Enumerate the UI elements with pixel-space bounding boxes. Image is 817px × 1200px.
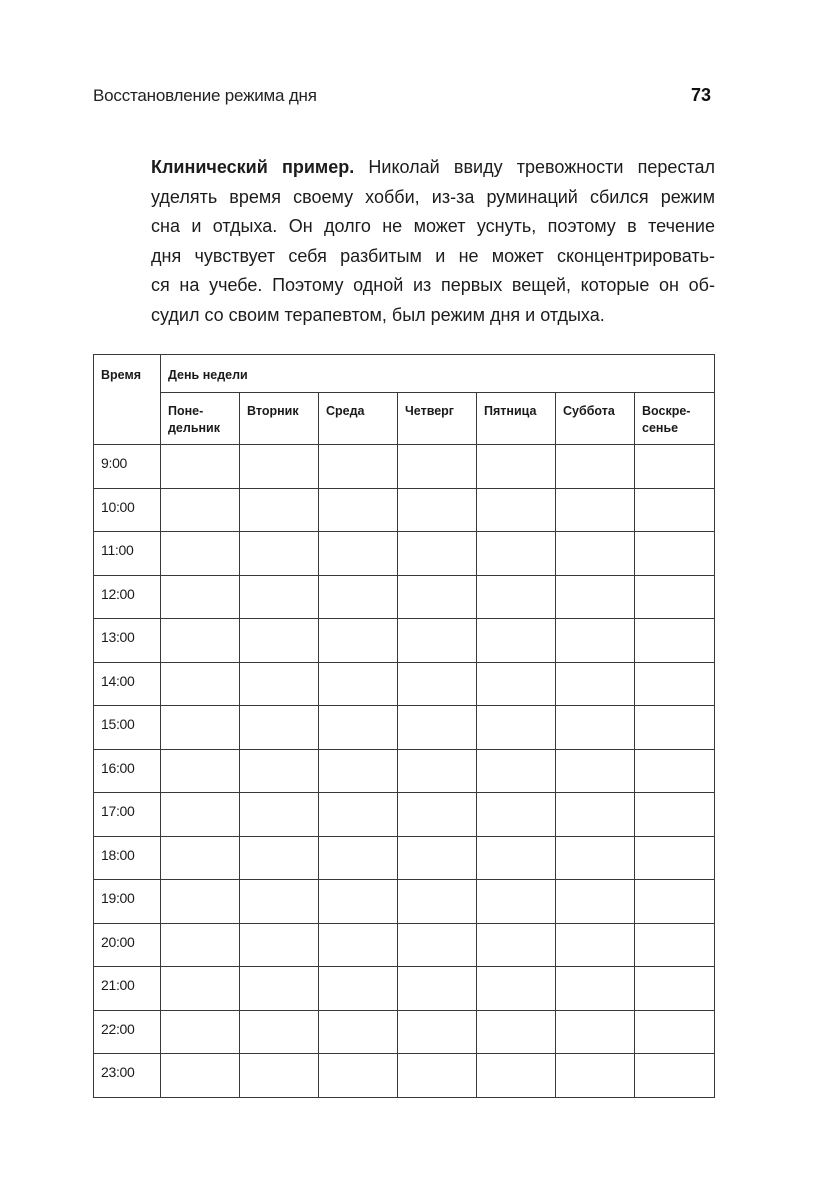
- schedule-cell: [556, 488, 635, 532]
- time-cell: 18:00: [94, 836, 161, 880]
- schedule-cell: [477, 880, 556, 924]
- schedule-cell: [635, 1054, 715, 1098]
- table-row: [94, 488, 715, 532]
- schedule-cell: [556, 880, 635, 924]
- time-cell: 23:00: [94, 1054, 161, 1098]
- schedule-cell: [398, 575, 477, 619]
- schedule-cell: [398, 532, 477, 576]
- schedule-cell: [240, 793, 319, 837]
- schedule-cell: [635, 575, 715, 619]
- schedule-cell: [477, 749, 556, 793]
- schedule-cell: [319, 445, 398, 489]
- schedule-cell: [398, 488, 477, 532]
- schedule-cell: [556, 706, 635, 750]
- schedule-cell: [556, 1054, 635, 1098]
- schedule-cell: [319, 836, 398, 880]
- time-cell: 15:00: [94, 706, 161, 750]
- schedule-cell: [556, 967, 635, 1011]
- time-cell: 10:00: [94, 488, 161, 532]
- day-header-line2: дельник: [168, 421, 221, 435]
- time-cell: 11:00: [94, 532, 161, 576]
- schedule-cell: [556, 532, 635, 576]
- schedule-cell: [240, 923, 319, 967]
- table-row: [94, 445, 715, 489]
- schedule-cell: [240, 619, 319, 663]
- day-header-1: [161, 393, 240, 445]
- schedule-cell: [240, 1054, 319, 1098]
- schedule-cell: [319, 793, 398, 837]
- running-head: [93, 86, 713, 110]
- schedule-cell: [319, 749, 398, 793]
- schedule-cell: [319, 619, 398, 663]
- schedule-cell: [477, 836, 556, 880]
- day-header-line1: Пятница: [484, 404, 537, 418]
- table-row: [94, 1054, 715, 1098]
- schedule-cell: [477, 1010, 556, 1054]
- schedule-cell: [240, 575, 319, 619]
- paragraph-line-2: уделять время своему хобби, из-за руминаций сбился режим: [151, 186, 715, 207]
- time-cell: 20:00: [94, 923, 161, 967]
- time-cell: 9:00: [94, 445, 161, 489]
- table-row: [94, 1010, 715, 1054]
- schedule-cell: [556, 923, 635, 967]
- schedule-cell: [319, 1054, 398, 1098]
- schedule-cell: [240, 488, 319, 532]
- schedule-cell: [635, 923, 715, 967]
- schedule-cell: [635, 1010, 715, 1054]
- schedule-cell: [319, 662, 398, 706]
- schedule-cell: [240, 706, 319, 750]
- schedule-cell: [556, 793, 635, 837]
- schedule-cell: [161, 967, 240, 1011]
- schedule-cell: [398, 836, 477, 880]
- schedule-cell: [240, 662, 319, 706]
- schedule-cell: [635, 532, 715, 576]
- table-row: [94, 749, 715, 793]
- schedule-cell: [398, 923, 477, 967]
- schedule-cell: [319, 488, 398, 532]
- schedule-cell: [635, 749, 715, 793]
- schedule-cell: [398, 1010, 477, 1054]
- day-header-line1: Воскре-: [642, 404, 691, 418]
- time-cell: 13:00: [94, 619, 161, 663]
- schedule-cell: [635, 662, 715, 706]
- day-header-6: [556, 393, 635, 445]
- schedule-cell: [556, 836, 635, 880]
- schedule-cell: [556, 619, 635, 663]
- time-cell: 17:00: [94, 793, 161, 837]
- table-row: [94, 662, 715, 706]
- clinical-example-paragraph: [151, 153, 715, 330]
- schedule-cell: [161, 923, 240, 967]
- schedule-cell: [319, 532, 398, 576]
- paragraph-line-1-text: Николай ввиду тревожности перестал: [354, 157, 715, 177]
- schedule-cell: [635, 445, 715, 489]
- table-row: [94, 619, 715, 663]
- schedule-cell: [240, 1010, 319, 1054]
- paragraph-line-4: дня чувствует себя разбитым и не может сконцентрировать-: [151, 245, 715, 266]
- day-header-2: [240, 393, 319, 445]
- schedule-cell: [161, 445, 240, 489]
- schedule-cell: [477, 662, 556, 706]
- paragraph-line-6: судил со своим терапевтом, был режим дня и отдыха.: [151, 304, 605, 325]
- schedule-cell: [240, 967, 319, 1011]
- schedule-cell: [398, 445, 477, 489]
- schedule-cell: [398, 1054, 477, 1098]
- table-row: [94, 532, 715, 576]
- day-header-line1: Вторник: [247, 404, 299, 418]
- schedule-cell: [240, 836, 319, 880]
- schedule-cell: [161, 1010, 240, 1054]
- schedule-cell: [477, 1054, 556, 1098]
- day-header-5: [477, 393, 556, 445]
- schedule-cell: [161, 575, 240, 619]
- schedule-cell: [319, 923, 398, 967]
- schedule-cell: [398, 880, 477, 924]
- day-header-line1: Поне-: [168, 404, 204, 418]
- table-row: [94, 575, 715, 619]
- day-of-week-header: День недели: [161, 355, 715, 393]
- schedule-cell: [635, 706, 715, 750]
- time-cell: 19:00: [94, 880, 161, 924]
- schedule-cell: [556, 1010, 635, 1054]
- schedule-cell: [240, 749, 319, 793]
- schedule-cell: [398, 967, 477, 1011]
- paragraph-line-5: ся на учебе. Поэтому одной из первых вещей, которые он об-: [151, 275, 715, 295]
- schedule-cell: [161, 749, 240, 793]
- schedule-cell: [477, 967, 556, 1011]
- day-header-line1: Суббота: [563, 404, 615, 418]
- schedule-cell: [398, 662, 477, 706]
- schedule-cell: [161, 619, 240, 663]
- schedule-cell: [161, 706, 240, 750]
- schedule-cell: [477, 793, 556, 837]
- paragraph-line-3: сна и отдыха. Он долго не может уснуть, поэтому в течение: [151, 216, 715, 236]
- schedule-cell: [398, 706, 477, 750]
- time-cell: 14:00: [94, 662, 161, 706]
- schedule-cell: [477, 445, 556, 489]
- schedule-cell: [477, 706, 556, 750]
- clinical-example-lead: Клинический пример.: [151, 157, 355, 177]
- schedule-cell: [240, 880, 319, 924]
- schedule-cell: [477, 532, 556, 576]
- table-row: [94, 836, 715, 880]
- page-number: 73: [690, 85, 711, 105]
- schedule-cell: [161, 793, 240, 837]
- schedule-cell: [477, 575, 556, 619]
- header-row-group: [94, 355, 715, 393]
- day-header-line1: Среда: [326, 404, 365, 418]
- table-row: [94, 880, 715, 924]
- schedule-cell: [635, 836, 715, 880]
- schedule-cell: [477, 619, 556, 663]
- schedule-cell: [161, 488, 240, 532]
- table-row: [94, 793, 715, 837]
- schedule-cell: [635, 967, 715, 1011]
- day-header-line2: сенье: [642, 421, 679, 435]
- time-cell: 22:00: [94, 1010, 161, 1054]
- schedule-cell: [161, 880, 240, 924]
- day-header-7: [635, 393, 715, 445]
- schedule-cell: [477, 488, 556, 532]
- schedule-cell: [635, 619, 715, 663]
- schedule-cell: [398, 619, 477, 663]
- day-header-3: [319, 393, 398, 445]
- schedule-cell: [161, 1054, 240, 1098]
- schedule-cell: [319, 880, 398, 924]
- schedule-cell: [635, 488, 715, 532]
- schedule-cell: [240, 532, 319, 576]
- time-cell: 16:00: [94, 749, 161, 793]
- day-header-line1: Четверг: [405, 404, 455, 418]
- day-header-4: [398, 393, 477, 445]
- schedule-cell: [635, 793, 715, 837]
- schedule-cell: [161, 662, 240, 706]
- time-column-header: Время: [94, 355, 161, 445]
- paragraph-line-1: [151, 153, 715, 183]
- schedule-cell: [398, 793, 477, 837]
- table-row: [94, 706, 715, 750]
- schedule-cell: [635, 880, 715, 924]
- schedule-cell: [477, 923, 556, 967]
- schedule-cell: [161, 532, 240, 576]
- schedule-cell: [319, 706, 398, 750]
- time-cell: 21:00: [94, 967, 161, 1011]
- schedule-cell: [319, 1010, 398, 1054]
- schedule-cell: [240, 445, 319, 489]
- schedule-cell: [319, 967, 398, 1011]
- schedule-cell: [161, 836, 240, 880]
- table-row: [94, 923, 715, 967]
- schedule-cell: [319, 575, 398, 619]
- schedule-cell: [398, 749, 477, 793]
- running-title: Восстановление режима дня: [93, 86, 317, 105]
- header-row-days: [94, 393, 715, 445]
- weekly-schedule-table: [93, 354, 715, 1098]
- schedule-cell: [556, 749, 635, 793]
- table-row: [94, 967, 715, 1011]
- schedule-cell: [556, 575, 635, 619]
- schedule-cell: [556, 445, 635, 489]
- time-cell: 12:00: [94, 575, 161, 619]
- schedule-cell: [556, 662, 635, 706]
